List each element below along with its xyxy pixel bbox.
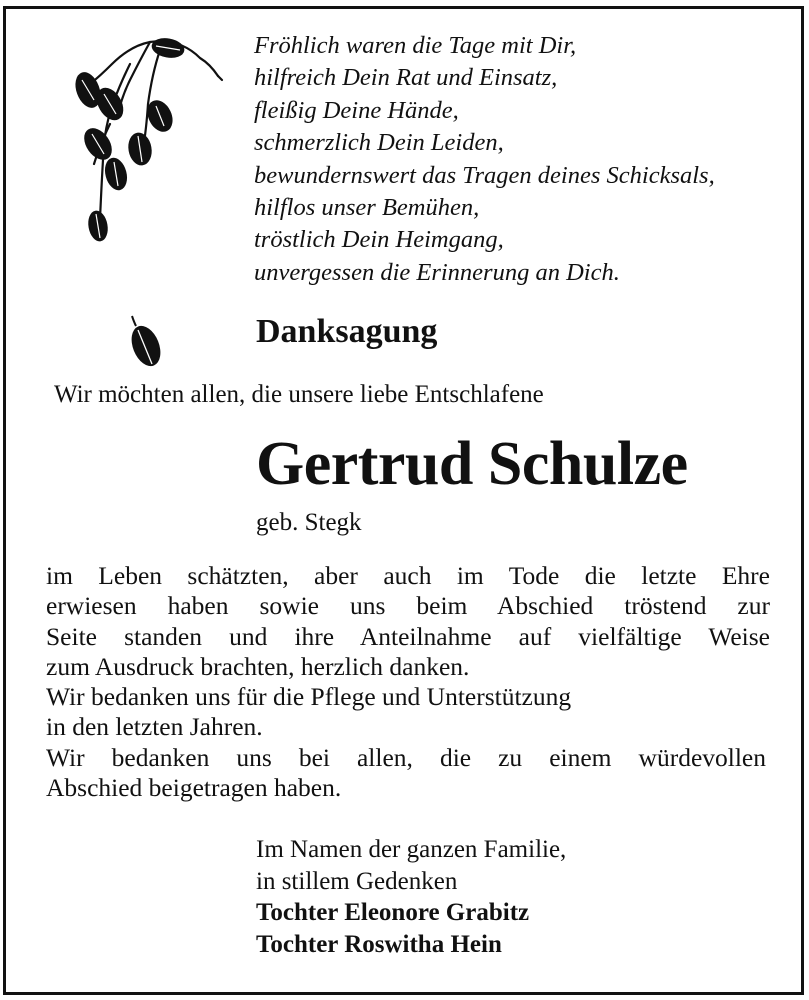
body-line: Seite standen und ihre Anteilnahme auf vielfältige Weise bbox=[46, 621, 770, 651]
body-line: in den letzten Jahren. bbox=[46, 712, 263, 742]
maiden-name: geb. Stegk bbox=[256, 509, 362, 536]
poem-line: hilfreich Dein Rat und Einsatz, bbox=[254, 64, 558, 92]
closing-line: in stillem Gedenken bbox=[256, 867, 458, 895]
poem bbox=[254, 30, 794, 289]
body-line: im Leben schätzten, aber auch im Tode die letzte Ehre bbox=[46, 561, 770, 590]
poem-line: bewundernswert das Tragen deines Schicksals, bbox=[254, 161, 715, 189]
body-line: zum Ausdruck brachten, herzlich danken. bbox=[46, 651, 470, 681]
poem-line: unvergessen die Erinnerung an Dich. bbox=[254, 258, 620, 286]
body-line: Wir bedanken uns für die Pflege und Unterstützung bbox=[46, 682, 572, 712]
heading: Danksagung bbox=[256, 313, 438, 350]
body-line: Abschied beigetragen haben. bbox=[46, 773, 342, 803]
poem-line: schmerzlich Dein Leiden, bbox=[254, 129, 504, 157]
closing bbox=[256, 834, 566, 960]
poem-line: tröstlich Dein Heimgang, bbox=[254, 226, 504, 254]
body-line: erwiesen haben sowie uns beim Abschied tröstend zur bbox=[46, 591, 770, 621]
poem-line: fleißig Deine Hände, bbox=[254, 96, 459, 124]
signer: Tochter Roswitha Hein bbox=[256, 930, 502, 958]
signer: Tochter Eleonore Grabitz bbox=[256, 899, 530, 927]
closing-line: Im Namen der ganzen Familie, bbox=[256, 836, 567, 863]
leaf-icon bbox=[122, 312, 166, 372]
poem-line: hilflos unser Bemühen, bbox=[254, 194, 480, 222]
body-line: Wir bedanken uns bei allen, die zu einem würdevollen bbox=[46, 742, 766, 772]
leaf-branch-icon bbox=[60, 24, 230, 254]
intro-text: Wir möchten allen, die unsere liebe Entschlafene bbox=[54, 381, 544, 408]
deceased-name: Gertrud Schulze bbox=[256, 430, 688, 498]
poem-line: Fröhlich waren die Tage mit Dir, bbox=[254, 32, 577, 59]
body-text bbox=[46, 561, 770, 803]
